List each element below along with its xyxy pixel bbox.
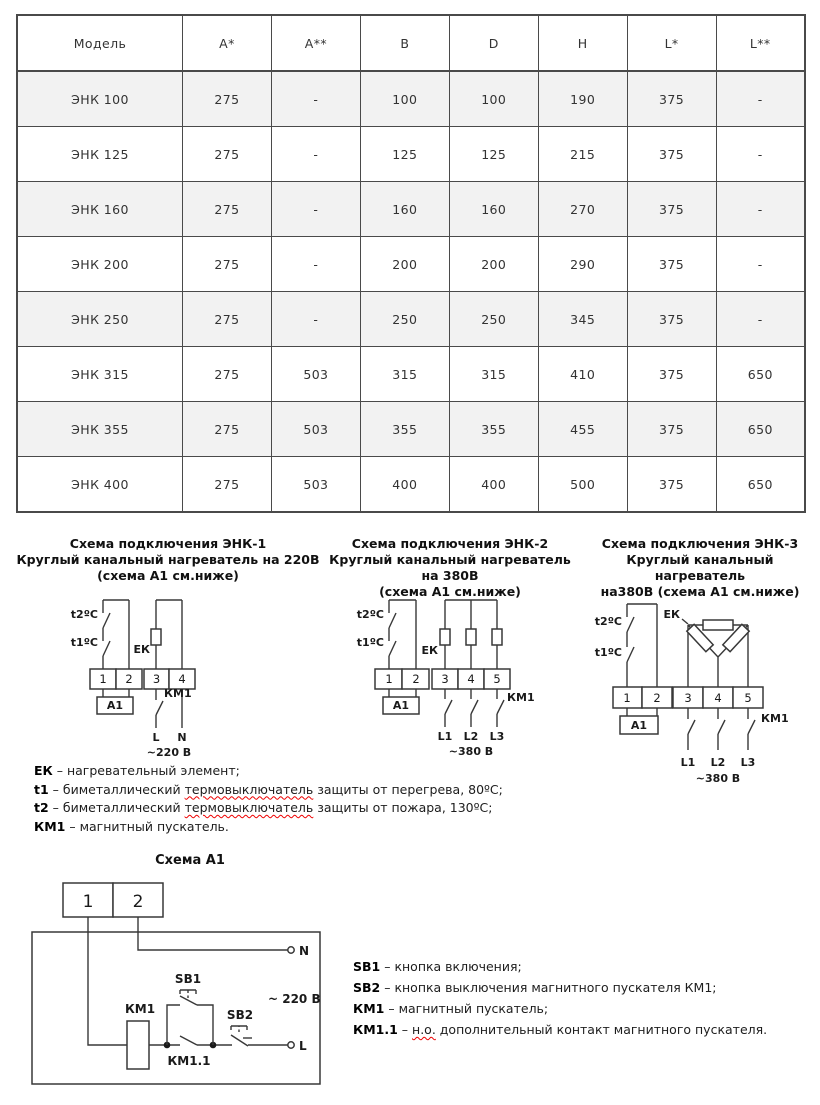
table-cell: 215 [538,127,627,182]
wiring-diagram-enk3 [585,592,820,792]
svg-text:2: 2 [132,892,144,912]
table-row [17,237,805,292]
label-t2: t2ºC [356,608,384,621]
title-line: (схема А1 см.ниже) [97,568,239,583]
table-cell: 315 [360,347,449,402]
label-km11: КМ1.1 [167,1054,211,1068]
label-sb2: SB2 [226,1008,254,1022]
table-cell: 410 [538,347,627,402]
table-cell: 275 [183,71,272,127]
label-a1: А1 [106,699,124,712]
table-cell: ЭНК 200 [17,237,183,292]
contactor-km1-contact [445,700,452,714]
table-row [17,127,805,182]
table-cell: 200 [449,237,538,292]
title-line: Схема подключения ЭНК-3 [601,536,799,551]
thermal-switch-t1 [389,641,396,656]
table-cell: 100 [449,71,538,127]
svg-text:5: 5 [493,672,501,686]
table-row [17,182,805,237]
table-cell: 275 [183,347,272,402]
label-km1: КМ1 [164,687,192,700]
table-cell: ЭНК 160 [17,182,183,237]
label-voltage: ~220 В [146,746,192,759]
table-cell: 400 [360,457,449,513]
table-cell: - [716,237,805,292]
table-cell: 100 [360,71,449,127]
label-neutral-n: N [177,731,187,744]
heater-element-ek [492,629,502,645]
table-cell: 125 [449,127,538,182]
table-header [17,15,805,71]
label-phase-l1: L1 [680,756,696,769]
column-header: D [449,15,538,71]
title-line: Круглый канальный нагреватель на 220В [16,552,320,567]
contactor-km1-contact [718,720,725,734]
table-cell: 275 [183,292,272,347]
table-cell: 270 [538,182,627,237]
diagram-3-title [580,536,820,600]
schema-a1-legend [353,956,813,1040]
table-cell: 500 [538,457,627,513]
thermal-switch-t2 [627,617,634,632]
column-header: L* [627,15,716,71]
table-cell: 375 [627,237,716,292]
label-t1: t1ºC [356,636,384,649]
label-a1: А1 [630,719,648,732]
label-phase-l2: L2 [463,730,479,743]
table-cell: 375 [627,457,716,513]
schema-a1-diagram [30,880,330,1092]
label-a1: А1 [392,699,410,712]
table-row [17,402,805,457]
label-km1: КМ1 [761,712,789,725]
column-header: B [360,15,449,71]
thermal-switch-t1 [103,641,110,656]
table-cell: 275 [183,182,272,237]
label-voltage: ~380 В [695,772,741,785]
table-cell: 200 [360,237,449,292]
table-cell: 315 [449,347,538,402]
table-row [17,347,805,402]
table-row [17,292,805,347]
table-cell: 275 [183,457,272,513]
label-voltage: ~380 В [448,745,494,758]
table-cell: 275 [183,402,272,457]
table-cell: 250 [449,292,538,347]
contactor-km1-contact [156,701,163,715]
contactor-km1-contact [688,720,695,734]
column-header: A* [183,15,272,71]
legend-line: SB1 – кнопка включения; [353,959,522,974]
table-cell: ЭНК 400 [17,457,183,513]
svg-text:3: 3 [441,672,449,686]
svg-text:3: 3 [152,672,161,686]
svg-text:3: 3 [684,691,692,705]
svg-text:2: 2 [412,672,420,686]
legend-line: КМ1 – магнитный пускатель; [353,1001,549,1016]
svg-text:1: 1 [99,672,107,686]
contactor-km1-coil [127,1021,149,1069]
legend-line: SB2 – кнопка выключения магнитного пускателя КМ1; [353,980,717,995]
heater-element-ek [466,629,476,645]
table-cell: 650 [716,347,805,402]
label-phase-l: L [299,1039,307,1053]
table-cell: ЭНК 125 [17,127,183,182]
label-ek: ЕК [133,643,150,656]
table-cell: - [271,71,360,127]
thermal-switch-t1 [627,647,634,662]
diagram-2-title [320,536,580,600]
table-cell: 355 [449,402,538,457]
label-ek: ЕК [421,644,438,657]
legend-line: КМ1.1 – н.о. дополнительный контакт магнитного пускателя. [353,1022,768,1037]
table-cell: 375 [627,347,716,402]
table-cell: - [716,71,805,127]
terminal-n [288,947,294,953]
table-row [17,71,805,127]
table-cell: ЭНК 100 [17,71,183,127]
table-cell: ЭНК 250 [17,292,183,347]
legend-line: t2 – биметаллический термовыключатель защиты от пожара, 130ºС; [34,800,493,815]
table-cell: 503 [271,457,360,513]
contactor-km1-contact [497,700,504,714]
label-phase-l: L [152,731,160,744]
table-cell: 290 [538,237,627,292]
table-cell: 275 [183,127,272,182]
column-header: A** [271,15,360,71]
column-header: H [538,15,627,71]
label-sb1: SB1 [174,972,202,986]
label-voltage: ~ 220 В [268,992,321,1006]
table-cell: 125 [360,127,449,182]
table-cell: 400 [449,457,538,513]
label-t1: t1ºC [594,646,622,659]
label-t2: t2ºC [70,608,98,621]
label-km1: КМ1 [125,1002,156,1016]
label-phase-l1: L1 [437,730,453,743]
column-header: L** [716,15,805,71]
table-cell: 275 [183,237,272,292]
table-cell: - [271,292,360,347]
table-cell: - [716,182,805,237]
svg-text:2: 2 [653,691,661,705]
wiring-diagram-enk2 [340,592,575,762]
title-line: Круглый канальный нагреватель [626,552,774,583]
table-cell: 250 [360,292,449,347]
svg-text:2: 2 [125,672,133,686]
svg-text:4: 4 [178,672,186,686]
legend-line: КМ1 – магнитный пускатель. [34,818,229,834]
svg-text:1: 1 [82,892,94,912]
schema-a1-title: Схема А1 [155,853,225,868]
table-cell: 160 [360,182,449,237]
label-phase-l3: L3 [740,756,756,769]
title-line: (схема А1 см.ниже) [379,584,521,599]
table-cell: 355 [360,402,449,457]
table-cell: 503 [271,347,360,402]
diagram-1-title [16,536,320,584]
thermal-switch-t2 [389,613,396,628]
table-cell: - [271,237,360,292]
svg-text:1: 1 [623,691,631,705]
dimensions-table [16,14,806,513]
label-neutral-n: N [299,944,310,958]
table-row [17,457,805,513]
table-cell: 650 [716,402,805,457]
column-header: Модель [17,15,183,71]
table-cell: ЭНК 355 [17,402,183,457]
wiring-diagram-enk1 [40,592,260,762]
table-cell: 345 [538,292,627,347]
heater-element-ek [703,620,733,630]
label-t1: t1ºC [70,636,98,649]
table-cell: - [716,292,805,347]
svg-text:4: 4 [714,691,722,705]
contactor-km1-contact [748,720,755,734]
heater-element-ek [151,629,161,645]
contactor-km1-contact [471,700,478,714]
svg-text:5: 5 [744,691,752,705]
table-cell: 503 [271,402,360,457]
heater-element-ek [440,629,450,645]
table-cell: - [271,127,360,182]
legend-line: t1 – биметаллический термовыключатель защиты от перегрева, 80ºС; [34,781,503,797]
svg-text:4: 4 [467,672,475,686]
thermal-switch-t2 [103,613,110,628]
table-cell: 190 [538,71,627,127]
table-cell: 650 [716,457,805,513]
table-cell: 375 [627,127,716,182]
table-cell: 455 [538,402,627,457]
table-cell: 375 [627,71,716,127]
title-line: Круглый канальный нагреватель на 380В [329,552,571,583]
title-line: Схема подключения ЭНК-2 [351,536,549,551]
label-phase-l2: L2 [710,756,726,769]
label-km1: КМ1 [507,691,535,704]
table-cell: - [716,127,805,182]
terminal-l [288,1042,294,1048]
title-line: на380В (схема А1 см.ниже) [600,584,800,599]
svg-text:1: 1 [385,672,393,686]
table-cell: ЭНК 315 [17,347,183,402]
label-t2: t2ºC [594,615,622,628]
table-cell: 160 [449,182,538,237]
table-cell: 375 [627,292,716,347]
legend-line: ЕК – нагревательный элемент; [34,763,240,778]
label-ek: ЕК [663,608,680,621]
label-phase-l3: L3 [489,730,505,743]
title-line: Схема подключения ЭНК-1 [69,536,267,551]
table-cell: 375 [627,402,716,457]
table-cell: 375 [627,182,716,237]
components-legend [34,762,574,836]
table-cell: - [271,182,360,237]
